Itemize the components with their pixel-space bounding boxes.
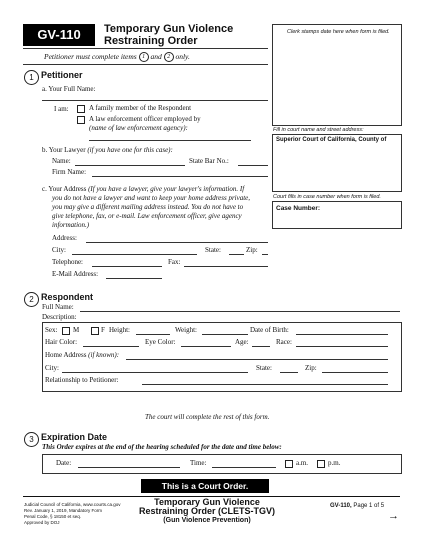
- address-note-5: information.): [52, 221, 90, 229]
- hair-color-field[interactable]: [83, 346, 139, 347]
- expiration-subtitle: This Order expires at the end of the hearing scheduled for the date and time below:: [42, 443, 282, 451]
- pm-label: p.m.: [328, 459, 341, 467]
- law-officer-checkbox[interactable]: [77, 116, 85, 124]
- section-1-number: 1: [24, 70, 39, 85]
- age-label: Age:: [235, 338, 249, 346]
- court-name-box[interactable]: [272, 134, 402, 192]
- instruction-text: Petitioner must complete items 1 and 2 only.: [44, 52, 190, 61]
- expiration-date-field[interactable]: [78, 467, 180, 468]
- lawyer-label: b. Your Lawyer (if you have one for this case):: [42, 146, 173, 154]
- next-page-arrow-icon[interactable]: →: [388, 510, 399, 522]
- state-bar-label: State Bar No.:: [189, 157, 229, 165]
- respondent-city-field[interactable]: [62, 372, 248, 373]
- home-address-label: Home Address (if known):: [45, 351, 120, 359]
- email-label: E-Mail Address:: [52, 270, 99, 278]
- address-field[interactable]: [86, 242, 268, 243]
- sex-f-checkbox[interactable]: [91, 327, 99, 335]
- respondent-zip-label: Zip:: [305, 364, 317, 372]
- am-checkbox[interactable]: [285, 460, 293, 468]
- footer-right: [330, 503, 384, 509]
- address-note-2: you do not have a lawyer and want to keep your home address private,: [52, 194, 251, 202]
- form-title: [104, 23, 233, 47]
- footer-left-3: Penal Code, § 18150 et seq.: [24, 514, 82, 519]
- sex-label: Sex:: [45, 326, 58, 334]
- petitioner-full-name-label: a. Your Full Name:: [42, 85, 96, 93]
- telephone-label: Telephone:: [52, 258, 83, 266]
- clerk-stamp-label: Clerk stamps date here when form is filed.: [287, 29, 390, 35]
- firm-name-label: Firm Name:: [52, 168, 87, 176]
- dob-label: Date of Birth:: [250, 326, 289, 334]
- respondent-state-label: State:: [256, 364, 272, 372]
- instruction-divider: [23, 64, 268, 65]
- family-member-checkbox[interactable]: [77, 105, 85, 113]
- lawyer-name-label: Name:: [52, 157, 71, 165]
- law-officer-agency-label: (name of law enforcement agency):: [89, 124, 188, 132]
- respondent-city-label: City:: [45, 364, 60, 372]
- state-field[interactable]: [229, 254, 244, 255]
- footer-left: [24, 502, 121, 526]
- height-field[interactable]: [136, 334, 170, 335]
- height-label: Height:: [109, 326, 130, 334]
- sex-m-checkbox[interactable]: [62, 327, 70, 335]
- eye-color-label: Eye Color:: [145, 338, 176, 346]
- description-label: Description:: [42, 313, 77, 321]
- hair-color-label: Hair Color:: [45, 338, 78, 346]
- sex-m-label: M: [73, 326, 80, 334]
- petitioner-full-name-field[interactable]: [42, 100, 268, 101]
- am-label: a.m.: [296, 459, 309, 467]
- address-note-4: give telephone, fax, or e-mail. Law enforcement officer, give agency: [52, 212, 242, 220]
- state-label: State:: [205, 246, 221, 254]
- footer-center-1: Temporary Gun Violence: [154, 497, 260, 507]
- fax-label: Fax:: [168, 258, 181, 266]
- footer-left-2: Rev. January 1, 2019, Mandatory Form: [24, 508, 102, 513]
- state-bar-field[interactable]: [238, 165, 268, 166]
- case-number-instruction: Court fills in case number when form is filed.: [273, 194, 381, 200]
- instruction-circle-2: 2: [164, 52, 174, 62]
- age-field[interactable]: [252, 346, 270, 347]
- eye-color-field[interactable]: [181, 346, 231, 347]
- court-name-label: Superior Court of California, County of: [276, 137, 387, 143]
- section-3-title: Expiration Date: [41, 432, 108, 442]
- dob-field[interactable]: [296, 334, 388, 335]
- court-name-instruction: Fill in court name and street address:: [273, 127, 364, 133]
- section-2-number: 2: [24, 292, 39, 307]
- i-am-label: I am:: [54, 105, 69, 113]
- case-number-box[interactable]: [272, 201, 402, 229]
- clerk-stamp-box[interactable]: [272, 24, 402, 126]
- address-field-label: Address:: [52, 234, 77, 242]
- fax-field[interactable]: [184, 266, 268, 267]
- footer-center-2: Restraining Order (CLETS-TGV): [138, 506, 275, 516]
- respondent-zip-field[interactable]: [322, 372, 388, 373]
- section-1-title: Petitioner: [41, 70, 83, 80]
- respondent-full-name-label: Full Name:: [42, 303, 74, 311]
- home-address-field[interactable]: [126, 359, 388, 360]
- expiration-time-label: Time:: [190, 459, 207, 467]
- footer-center-3: (Gun Violence Prevention): [163, 517, 251, 524]
- address-label: c. Your Address (If you have a lawyer, give your lawyer's information. If: [42, 185, 245, 193]
- footer-center: [132, 498, 282, 525]
- relationship-field[interactable]: [142, 384, 388, 385]
- form-title-line2: Restraining Order: [104, 35, 198, 47]
- section-2-title: Respondent: [41, 292, 94, 302]
- case-number-label: Case Number:: [276, 205, 321, 212]
- form-title-line1: Temporary Gun Violence: [104, 23, 234, 35]
- weight-field[interactable]: [202, 334, 248, 335]
- city-label: City:: [52, 246, 67, 254]
- firm-name-field[interactable]: [92, 176, 268, 177]
- expiration-time-field[interactable]: [212, 467, 276, 468]
- zip-field[interactable]: [262, 254, 268, 255]
- city-field[interactable]: [72, 254, 197, 255]
- instruction-circle-1: 1: [139, 52, 149, 62]
- race-field[interactable]: [296, 346, 388, 347]
- sex-f-label: F: [101, 326, 105, 334]
- weight-label: Weight:: [175, 326, 197, 334]
- family-member-option: A family member of the Respondent: [89, 104, 192, 112]
- respondent-full-name-field[interactable]: [80, 311, 400, 312]
- form-id-badge: [23, 24, 95, 46]
- telephone-field[interactable]: [92, 266, 162, 267]
- footer-page-number: Page 1 of 5: [353, 503, 385, 509]
- expiration-date-label: Date:: [56, 459, 72, 467]
- footer-left-1: Judicial Council of California, www.courts.ca.gov: [24, 502, 121, 507]
- respondent-state-field[interactable]: [280, 372, 298, 373]
- footer-form-id: GV-110,: [330, 503, 352, 509]
- header-divider: [23, 48, 268, 49]
- pm-checkbox[interactable]: [317, 460, 325, 468]
- relationship-label: Relationship to Petitioner:: [45, 376, 119, 384]
- court-order-banner: This is a Court Order.: [141, 479, 269, 493]
- email-field[interactable]: [106, 278, 162, 279]
- form-id: GV-110: [37, 27, 81, 42]
- race-label: Race:: [276, 338, 292, 346]
- zip-label: Zip:: [246, 246, 258, 254]
- law-officer-option: A law enforcement officer employed by: [89, 115, 201, 123]
- section-3-number: 3: [24, 432, 39, 447]
- court-completes-note: The court will complete the rest of this form.: [145, 413, 270, 421]
- law-agency-field[interactable]: [89, 140, 251, 141]
- lawyer-name-field[interactable]: [75, 165, 185, 166]
- footer-left-4: Approved by DOJ: [24, 520, 60, 525]
- expiration-box: [42, 454, 402, 474]
- address-note-3: you may give a different mailing address instead. You do not have to: [52, 203, 244, 211]
